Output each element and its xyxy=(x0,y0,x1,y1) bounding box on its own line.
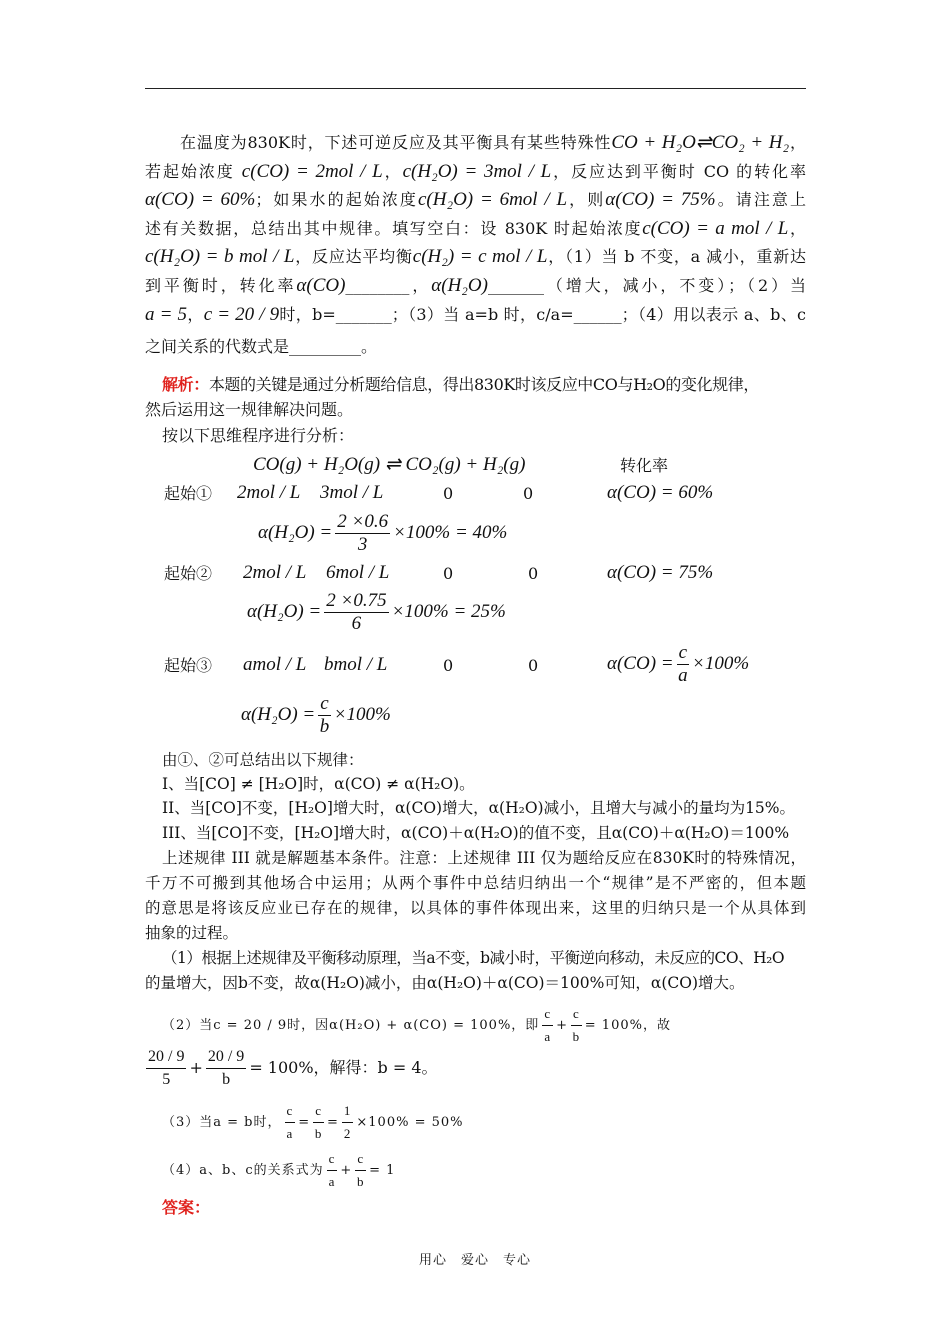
h2o-conc: 3mol / L xyxy=(320,482,384,503)
math-expression: c(H₂O) = b mol / L xyxy=(145,246,295,267)
question-line xyxy=(145,161,806,183)
math-expression: α(H₂O) xyxy=(431,275,488,296)
h2o-conc: 6mol / L xyxy=(326,562,390,583)
h2-conc: 0 xyxy=(528,564,539,583)
math-expression: a = 5 xyxy=(145,304,187,325)
lhs: α(H₂O) = xyxy=(258,521,333,543)
analysis-line-1 xyxy=(145,374,759,396)
math-expression: α(CO) = 75% xyxy=(605,189,716,210)
question-line xyxy=(145,304,806,326)
analysis-line-3: 按以下思维程序进行分析： xyxy=(162,426,355,445)
rule-line: 的量增大，因b不变，故α(H₂O)减小，由α(H₂O)＋α(CO)＝100%可知，α(CO)增大。 xyxy=(145,974,745,992)
rule-line: III、当[CO]不变，[H₂O]增大时，α(CO)＋α(H₂O)的值不变，且α(CO)＋α(H₂O)＝100% xyxy=(162,824,790,842)
solution-4 xyxy=(162,1148,395,1193)
rule-line: I、当[CO] ≠ [H₂O]时，α(CO) ≠ α(H₂O)。 xyxy=(162,775,475,793)
h2o-rate-1 xyxy=(258,511,507,556)
math-expression: CO + H₂O⇌CO₂ + H₂ xyxy=(611,132,790,153)
rule-line: （1）根据上述规律及平衡移动原理，当a不变，b减小时，平衡逆向移动，未反应的CO、H₂O xyxy=(162,949,785,967)
text: 在温度为830K时，下述可逆反应及其平衡具有某些特殊性 xyxy=(180,133,612,152)
plus: + xyxy=(556,1018,568,1033)
numerator: c xyxy=(571,1003,582,1026)
numerator: c xyxy=(678,642,688,663)
reaction-equation: CO(g) + H₂O(g) ⇌ CO₂(g) + H₂(g) xyxy=(253,454,526,475)
math-expression: c(H₂O) = 3mol / L xyxy=(402,161,552,182)
text: 时，b=_______；（3）当 a=b 时，c/a=______；（4）用以表示 a、b、c xyxy=(279,305,806,324)
solution-2-line-2 xyxy=(143,1046,438,1091)
fraction xyxy=(355,1148,366,1193)
fraction xyxy=(335,511,390,556)
math-expression: c(CO) = 2mol / L xyxy=(241,161,383,182)
math-expression: α(CO) xyxy=(296,275,346,296)
analysis-line-2: 然后运用这一规律解决问题。 xyxy=(145,400,354,419)
denominator: 5 xyxy=(162,1071,171,1088)
numerator: 20 / 9 xyxy=(206,1046,246,1069)
text: ， xyxy=(788,219,806,238)
h2o-conc: bmol / L xyxy=(324,654,388,675)
co-conc: 2mol / L xyxy=(237,482,301,503)
co2-conc: 0 xyxy=(443,484,454,503)
text: ，反应达到平衡时 CO 的转化率 xyxy=(551,162,806,181)
equals: = xyxy=(298,1115,311,1130)
numerator: c xyxy=(542,1003,553,1026)
fraction xyxy=(324,590,388,635)
numerator: 2 ×0.6 xyxy=(337,511,389,532)
h2o-rate-2 xyxy=(247,590,506,635)
co-rate: α(CO) = 60% xyxy=(607,482,714,503)
text: ，（1）当 b 不变，a 减小，重新达 xyxy=(547,247,806,266)
text: （4）a、b、c的关系式为 xyxy=(162,1163,324,1178)
denominator: a xyxy=(328,1174,336,1189)
co2-conc: 0 xyxy=(443,564,454,583)
numerator: 20 / 9 xyxy=(146,1046,186,1069)
fraction xyxy=(285,1100,296,1145)
text: ， xyxy=(187,305,204,324)
solution-2-line-1 xyxy=(162,1003,671,1048)
rhs: ×100% = 40% xyxy=(393,521,508,543)
lhs: α(H₂O) = xyxy=(247,600,322,622)
text: ，则 xyxy=(567,190,606,209)
text: ；如果水的起始浓度 xyxy=(255,190,418,209)
rule-line: II、当[CO]不变，[H₂O]增大时，α(CO)增大，α(H₂O)减小，且增大与减小的量均为15%。 xyxy=(162,799,796,817)
analysis-label: 解析： xyxy=(162,375,209,394)
denominator: 2 xyxy=(343,1126,352,1141)
rhs: ×100% = 25% xyxy=(391,600,506,622)
row-label: 起始③ xyxy=(164,656,213,675)
numerator: c xyxy=(285,1100,296,1123)
fraction xyxy=(318,693,330,738)
text: ， xyxy=(789,133,806,152)
h2o-rate-3 xyxy=(241,693,391,738)
solution-3 xyxy=(162,1100,464,1145)
fraction xyxy=(542,1003,553,1048)
denominator: 6 xyxy=(351,613,362,634)
h2-conc: 0 xyxy=(528,656,539,675)
denominator: a xyxy=(544,1029,552,1044)
numerator: 2 ×0.75 xyxy=(326,590,387,611)
text: （2）当c = 20 / 9时，因α(H₂O) + α(CO) = 100%，即 xyxy=(162,1018,540,1033)
text: 。请注意上 xyxy=(715,190,806,209)
text: = 100%，故 xyxy=(584,1018,671,1033)
text: _______（增大，减小，不变）；（2）当 xyxy=(487,276,806,295)
text: 若起始浓度 xyxy=(145,162,242,181)
lhs: α(CO) = xyxy=(607,652,674,674)
co-conc: amol / L xyxy=(243,654,307,675)
rhs: ×100% xyxy=(692,652,750,674)
row-label: 起始① xyxy=(164,484,213,503)
co-conc: 2mol / L xyxy=(243,562,307,583)
plus: + xyxy=(189,1058,203,1077)
numerator: 1 xyxy=(342,1100,354,1123)
text: ， xyxy=(382,162,403,181)
text: 之间关系的代数式是_________。 xyxy=(145,337,378,356)
denominator: b xyxy=(319,716,330,737)
co-rate xyxy=(607,642,749,687)
question-line xyxy=(145,336,377,358)
header-rule xyxy=(145,88,806,89)
text: 到平衡时，转化率 xyxy=(145,276,297,295)
text: （3）当a = b时， xyxy=(162,1115,282,1130)
question-line xyxy=(145,189,806,211)
co-rate: α(CO) = 75% xyxy=(607,562,714,583)
rule-line: 抽象的过程。 xyxy=(145,924,239,942)
math-expression: c(CO) = a mol / L xyxy=(642,218,789,239)
question-line xyxy=(145,275,806,297)
fraction xyxy=(342,1100,354,1145)
question-line xyxy=(145,218,806,240)
co2-conc: 0 xyxy=(443,656,454,675)
header-rate: 转化率 xyxy=(620,456,669,475)
text: ×100% = 50% xyxy=(356,1115,464,1130)
lhs: α(H₂O) = xyxy=(241,703,316,725)
fraction xyxy=(677,642,689,687)
text: = 1 xyxy=(369,1163,396,1178)
plus: + xyxy=(340,1163,353,1178)
footer: 用心 爱心 专心 xyxy=(418,1253,531,1268)
denominator: b xyxy=(222,1071,231,1088)
analysis-text: 本题的关键是通过分析题给信息，得出830K时该反应中CO与H₂O的变化规律， xyxy=(208,375,759,394)
rule-line: 的意思是将该反应业已存在的规律，以具体的事件体现出来，这里的归纳只是一个从具体到 xyxy=(145,899,806,917)
fraction xyxy=(571,1003,582,1048)
numerator: c xyxy=(355,1148,366,1171)
math-expression: α(CO) = 60% xyxy=(145,189,256,210)
rhs: ×100% xyxy=(333,703,391,725)
fraction xyxy=(146,1046,186,1091)
fraction xyxy=(327,1148,338,1193)
h2-conc: 0 xyxy=(523,484,534,503)
numerator: c xyxy=(320,693,329,714)
rule-line: 上述规律 III 就是解题基本条件。注意：上述规律 III 仅为题给反应在830K时的特殊情况， xyxy=(162,849,806,867)
numerator: c xyxy=(313,1100,324,1123)
denominator: b xyxy=(314,1126,323,1141)
numerator: c xyxy=(327,1148,338,1171)
rule-line: 千万不可搬到其他场合中运用；从两个事件中总结归纳出一个“规律”是不严密的，但本题 xyxy=(145,874,806,892)
row-label: 起始② xyxy=(164,564,213,583)
text: ，反应达平均衡 xyxy=(294,247,413,266)
question-line xyxy=(145,246,806,268)
fraction xyxy=(206,1046,246,1091)
question-line xyxy=(180,132,806,154)
math-expression: c = 20 / 9 xyxy=(203,304,280,325)
math-expression: c(H₂) = c mol / L xyxy=(412,246,548,267)
equals: = xyxy=(326,1115,339,1130)
denominator: 3 xyxy=(357,534,368,555)
denominator: b xyxy=(356,1174,365,1189)
math-expression: c(H₂O) = 6mol / L xyxy=(417,189,568,210)
answer-label: 答案： xyxy=(162,1198,211,1217)
fraction xyxy=(313,1100,324,1145)
text: ________， xyxy=(345,276,432,295)
text: = 100%，解得：b = 4。 xyxy=(249,1058,438,1077)
text: 述有关数据，总结出其中规律。填写空白：设 830K 时起始浓度 xyxy=(145,219,643,238)
denominator: b xyxy=(572,1029,581,1044)
denominator: a xyxy=(678,665,688,686)
denominator: a xyxy=(286,1126,294,1141)
rule-line: 由①、②可总结出以下规律： xyxy=(162,751,364,769)
